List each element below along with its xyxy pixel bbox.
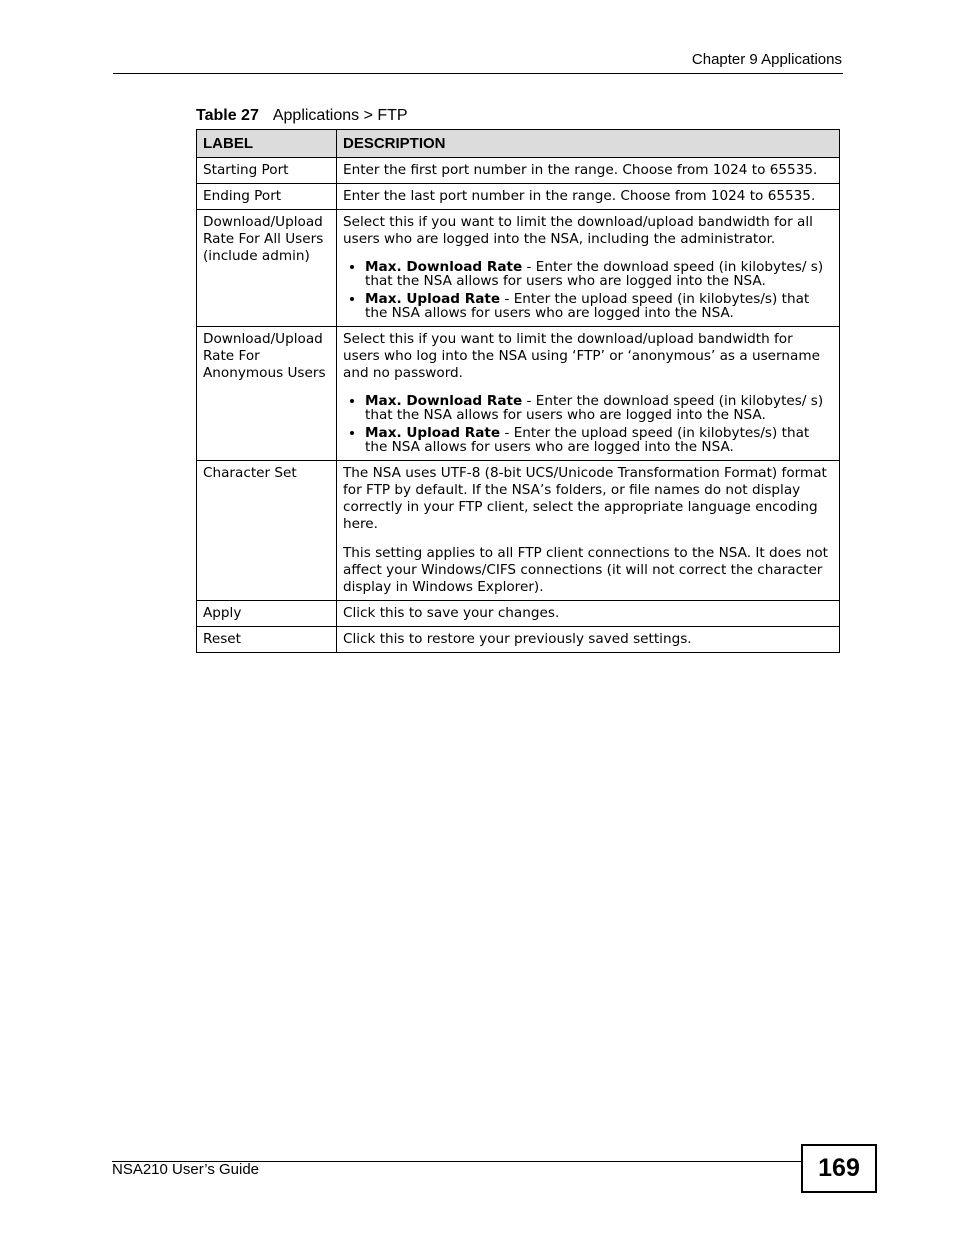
- description-paragraph: Enter the last port number in the range. Choose from 1024 to 65535.: [343, 188, 816, 204]
- table-caption: [196, 107, 408, 125]
- table-number: Table 27: [196, 107, 259, 124]
- row-description: [337, 627, 840, 653]
- page-number: 169: [801, 1144, 877, 1193]
- header-rule: [113, 73, 843, 74]
- table-row: [197, 327, 840, 461]
- row-description: [337, 327, 840, 461]
- description-paragraph: Select this if you want to limit the download/upload bandwidth for users who log into the NSA using ‘FTP’ or ‘anonymous’ as a username and no password.: [343, 331, 820, 381]
- row-description: [337, 601, 840, 627]
- bullet-item: [365, 426, 833, 454]
- row-label: Download/Upload Rate For Anonymous Users: [197, 327, 337, 461]
- bullet-list: [343, 260, 833, 320]
- guide-title: NSA210 User’s Guide: [112, 1161, 260, 1178]
- table-header-row: [197, 130, 840, 158]
- description-paragraph: The NSA uses UTF-8 (8-bit UCS/Unicode Transformation Format) format for FTP by default. If the NSA’s folders, or file names do not display correctly in your FTP client, select the appropriate language encoding here.: [343, 465, 827, 532]
- description-paragraph: Click this to save your changes.: [343, 605, 560, 621]
- row-label: Reset: [197, 627, 337, 653]
- table-row: [197, 461, 840, 601]
- description-paragraph: Enter the first port number in the range. Choose from 1024 to 65535.: [343, 162, 818, 178]
- bullet-item: [365, 260, 833, 288]
- bullet-text: - Enter the upload speed (in kilobytes/s) that the NSA allows for users who are logged into the NSA.: [365, 291, 810, 321]
- row-label: Download/Upload Rate For All Users (include admin): [197, 210, 337, 327]
- bullet-text: - Enter the download speed (in kilobytes/ s) that the NSA allows for users who are logged into the NSA.: [365, 259, 824, 289]
- table-title: Applications > FTP: [272, 107, 408, 124]
- row-label: Starting Port: [197, 158, 337, 184]
- bullet-term: Max. Upload Rate: [365, 425, 501, 441]
- bullet-item: [365, 394, 833, 422]
- bullet-list: [343, 394, 833, 454]
- table-row: [197, 627, 840, 653]
- row-label: Character Set: [197, 461, 337, 601]
- table-row: [197, 184, 840, 210]
- bullet-text: - Enter the download speed (in kilobytes/ s) that the NSA allows for users who are logged into the NSA.: [365, 393, 824, 423]
- bullet-item: [365, 292, 833, 320]
- bullet-term: Max. Upload Rate: [365, 291, 501, 307]
- table-row: [197, 158, 840, 184]
- bullet-term: Max. Download Rate: [365, 393, 523, 409]
- description-paragraph: Click this to restore your previously saved settings.: [343, 631, 692, 647]
- bullet-text: - Enter the upload speed (in kilobytes/s) that the NSA allows for users who are logged into the NSA.: [365, 425, 810, 455]
- description-paragraph: This setting applies to all FTP client connections to the NSA. It does not affect your Windows/CIFS connections (it will not correct the character display in Windows Explorer).: [343, 545, 828, 595]
- chapter-header: Chapter 9 Applications: [691, 51, 842, 68]
- description-paragraph: Select this if you want to limit the download/upload bandwidth for all users who are logged into the NSA, including the administrator.: [343, 214, 813, 247]
- row-label: Ending Port: [197, 184, 337, 210]
- description-column-header: DESCRIPTION: [337, 130, 840, 158]
- table-row: [197, 601, 840, 627]
- bullet-term: Max. Download Rate: [365, 259, 523, 275]
- row-description: [337, 461, 840, 601]
- row-label: Apply: [197, 601, 337, 627]
- ftp-table: [196, 129, 840, 653]
- row-description: [337, 210, 840, 327]
- row-description: [337, 158, 840, 184]
- label-column-header: LABEL: [197, 130, 337, 158]
- table-row: [197, 210, 840, 327]
- row-description: [337, 184, 840, 210]
